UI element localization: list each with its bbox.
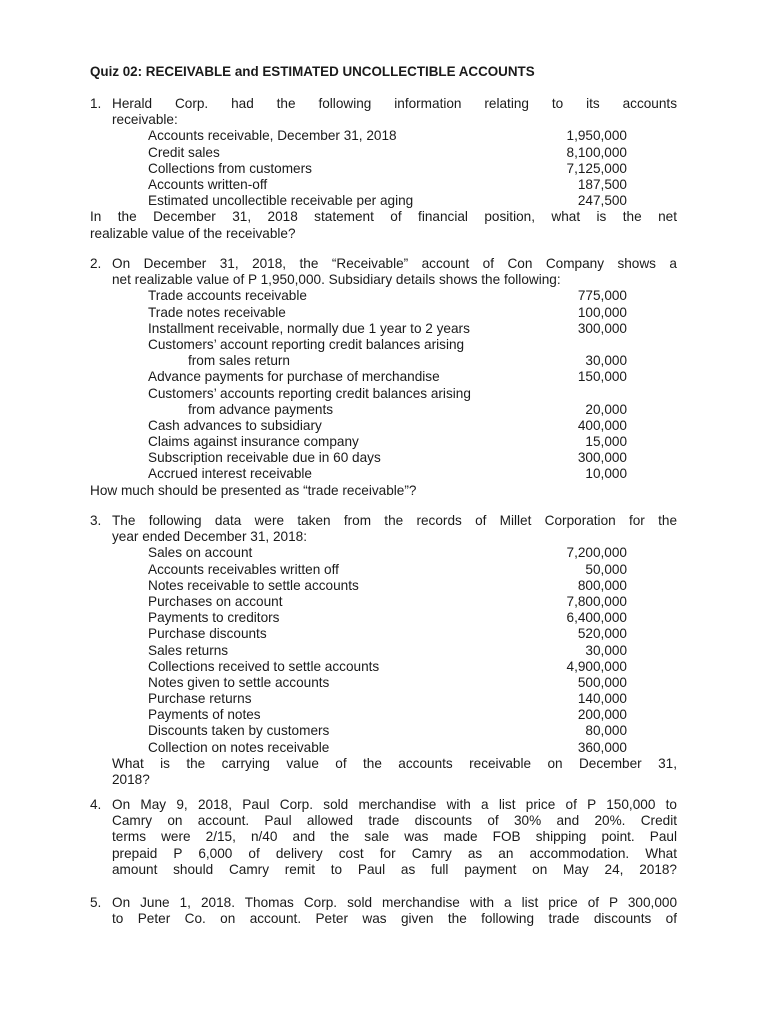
question-number: 2.	[90, 256, 102, 271]
data-row	[90, 723, 677, 739]
row-amount: 100,000	[577, 304, 627, 320]
data-row	[90, 321, 677, 337]
row-label: Payments of notes	[148, 707, 261, 723]
row-label: Discounts taken by customers	[148, 723, 330, 739]
data-row	[90, 675, 677, 691]
question-prompt-line: In the December 31, 2018 statement of financial position, what is the net	[90, 209, 677, 225]
question-prompt-line: What is the carrying value of the accounts receivable on December 31,	[112, 755, 677, 771]
question-3	[90, 513, 677, 788]
data-row	[90, 161, 677, 177]
row-label: Payments to creditors	[148, 610, 280, 626]
row-label: Customers’ accounts reporting credit balances arising	[148, 385, 471, 401]
data-row	[90, 450, 677, 466]
row-label: Accrued interest receivable	[148, 466, 312, 482]
data-row	[90, 545, 677, 561]
data-row	[90, 626, 677, 642]
data-row	[90, 643, 677, 659]
row-amount: 300,000	[577, 450, 627, 466]
question-number: 3.	[90, 513, 102, 528]
quiz-title: Quiz 02: RECEIVABLE and ESTIMATED UNCOLLECTIBLE ACCOUNTS	[90, 64, 535, 79]
question-2	[90, 256, 677, 499]
data-row	[90, 466, 677, 482]
row-amount: 247,500	[577, 193, 627, 209]
row-label: Sales on account	[148, 545, 253, 561]
row-label: Claims against insurance company	[148, 434, 359, 450]
row-amount: 140,000	[577, 691, 627, 707]
question-text-line: prepaid P 6,000 of delivery cost for Camry as an accommodation. What	[112, 845, 677, 861]
row-amount: 7,125,000	[566, 160, 627, 176]
row-amount: 7,800,000	[566, 593, 627, 609]
data-row	[90, 578, 677, 594]
row-label: Notes receivable to settle accounts	[148, 577, 359, 593]
row-amount: 800,000	[577, 577, 627, 593]
question-text-line: Herald Corp. had the following information relating to its accounts	[112, 96, 677, 111]
data-row	[90, 691, 677, 707]
row-amount: 30,000	[585, 642, 627, 658]
question-text-line: On June 1, 2018. Thomas Corp. sold merchandise with a list price of P 300,000	[112, 895, 677, 910]
row-label: Purchase discounts	[148, 626, 267, 642]
row-label: Purchase returns	[148, 691, 252, 707]
data-row	[90, 337, 677, 353]
row-amount: 150,000	[577, 369, 627, 385]
row-amount: 7,200,000	[566, 545, 627, 561]
row-amount: 80,000	[585, 723, 627, 739]
row-label: Accounts receivables written off	[148, 561, 339, 577]
row-amount: 187,500	[577, 176, 627, 192]
row-label: from advance payments	[188, 401, 334, 417]
row-label: Accounts receivable, December 31, 2018	[148, 128, 397, 144]
question-number: 4.	[90, 797, 102, 812]
row-label: Purchases on account	[148, 593, 283, 609]
row-amount: 520,000	[577, 626, 627, 642]
data-row	[90, 562, 677, 578]
question-5	[90, 895, 677, 927]
question-text-line: On December 31, 2018, the “Receivable” account of Con Company shows a	[112, 256, 677, 271]
data-row	[90, 305, 677, 321]
row-amount: 15,000	[585, 434, 627, 450]
row-amount: 50,000	[585, 561, 627, 577]
question-text-line: amount should Camry remit to Paul as full payment on May 24, 2018?	[112, 861, 677, 877]
row-amount: 775,000	[577, 288, 627, 304]
row-label: Estimated uncollectible receivable per aging	[148, 193, 414, 209]
question-prompt-line: 2018?	[112, 772, 150, 787]
question-text-line: receivable:	[112, 112, 178, 128]
row-amount: 200,000	[577, 707, 627, 723]
row-label: Installment receivable, normally due 1 year to 2 years	[148, 320, 470, 336]
row-amount: 20,000	[585, 401, 627, 417]
data-row	[90, 353, 677, 369]
data-row	[90, 740, 677, 756]
question-number: 5.	[90, 895, 102, 910]
row-amount: 30,000	[585, 353, 627, 369]
row-amount: 300,000	[577, 320, 627, 336]
data-row	[90, 402, 677, 418]
data-row	[90, 386, 677, 402]
data-row	[90, 594, 677, 610]
data-row	[90, 369, 677, 385]
question-prompt-line: realizable value of the receivable?	[90, 225, 296, 241]
data-row	[90, 418, 677, 434]
question-text-line: year ended December 31, 2018:	[112, 529, 307, 545]
row-amount: 400,000	[577, 417, 627, 433]
row-amount: 4,900,000	[566, 658, 627, 674]
question-prompt-line: How much should be presented as “trade receivable”?	[90, 482, 417, 498]
row-label: Accounts written-off	[148, 176, 268, 192]
data-row	[90, 434, 677, 450]
question-text-line: to Peter Co. on account. Peter was given the following trade discounts of	[112, 911, 677, 927]
question-number: 1.	[90, 96, 102, 111]
row-label: Collection on notes receivable	[148, 739, 330, 755]
row-amount: 10,000	[585, 466, 627, 482]
row-label: Credit sales	[148, 144, 220, 160]
data-row	[90, 610, 677, 626]
row-label: Customers’ account reporting credit balances arising	[148, 336, 465, 352]
row-label: Notes given to settle accounts	[148, 674, 330, 690]
question-text-line: On May 9, 2018, Paul Corp. sold merchandise with a list price of P 150,000 to	[112, 797, 677, 812]
data-row	[90, 128, 677, 144]
data-row	[90, 707, 677, 723]
question-text-line: net realizable value of P 1,950,000. Subsidiary details shows the following:	[112, 272, 561, 288]
data-row	[90, 145, 677, 161]
row-label: Trade notes receivable	[148, 304, 286, 320]
row-label: Subscription receivable due in 60 days	[148, 450, 381, 466]
data-row	[90, 659, 677, 675]
row-label: Cash advances to subsidiary	[148, 417, 322, 433]
question-text-line: terms were 2/15, n/40 and the sale was made FOB shipping point. Paul	[112, 829, 677, 845]
row-amount: 360,000	[577, 739, 627, 755]
row-label: from sales return	[188, 353, 290, 369]
row-label: Collections from customers	[148, 160, 312, 176]
row-label: Trade accounts receivable	[148, 288, 307, 304]
question-text-line: Camry on account. Paul allowed trade discounts of 30% and 20%. Credit	[112, 813, 677, 829]
question-1	[90, 96, 677, 242]
data-row	[90, 177, 677, 193]
row-label: Sales returns	[148, 642, 229, 658]
row-label: Advance payments for purchase of merchandise	[148, 369, 440, 385]
row-amount: 500,000	[577, 674, 627, 690]
row-label: Collections received to settle accounts	[148, 658, 380, 674]
row-amount: 8,100,000	[566, 144, 627, 160]
row-amount: 6,400,000	[566, 610, 627, 626]
question-4	[90, 797, 677, 878]
data-row	[90, 193, 677, 209]
data-row	[90, 288, 677, 304]
row-amount: 1,950,000	[566, 128, 627, 144]
question-text-line: The following data were taken from the records of Millet Corporation for the	[112, 513, 677, 528]
